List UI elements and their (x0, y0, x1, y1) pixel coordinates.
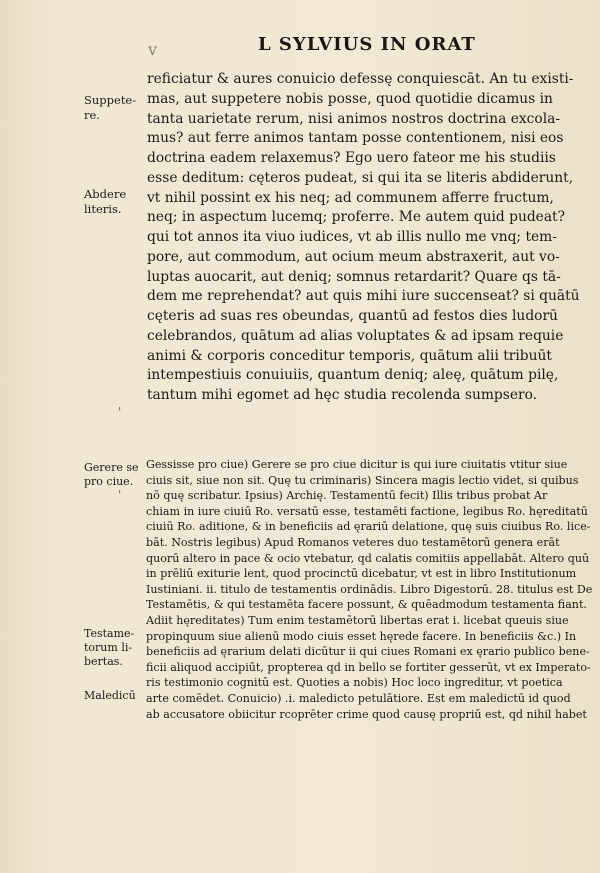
running-head: L SYLVIUS IN ORAT (258, 34, 476, 55)
margin-note-line: Gerere se (84, 461, 139, 474)
commentary-line: Iustiniani. ii. titulo de testamentis ordinādis. Libro Digestorū. 28. titulus est De (146, 582, 593, 596)
main-text-line: intempestiuis conuiuiis, quantum deniq; aleę, quātum pilę, (147, 367, 559, 384)
main-text-line: mas, aut suppetere nobis posse, quod quotidie dicamus in (147, 90, 553, 107)
margin-tick: ' (118, 488, 122, 502)
commentary-line: propinquum siue alienū modo ciuis esset hęrede facere. In beneficiis &c.) In (146, 629, 577, 643)
header-mark: v (148, 40, 158, 59)
margin-tick: ' (118, 405, 122, 419)
main-text-line: celebrandos, quātum ad alias voluptates & ad ipsam requie (147, 327, 564, 344)
commentary-line: in prēliū exiturie lent, quod procinctū dicebatur, vt est in libro Institutionum (146, 567, 577, 581)
commentary-line: ris testimonio cognitū est. Quoties a nobis) Hoc loco ingreditur, vt poetica (146, 676, 563, 690)
main-text-line: qui tot annos ita viuo iudices, vt ab illis nullo me vnq; tem- (147, 229, 557, 245)
margin-note-abdere (84, 187, 126, 217)
commentary-line: nō quę scribatur. Ipsius) Archię. Testamentū fecit) Illis tribus probat Ar (146, 489, 548, 503)
main-text-line: tanta uarietate rerum, nisi animos nostros doctrina excola- (147, 110, 560, 127)
margin-note-maledicum (84, 689, 136, 703)
margin-note-suppetere (84, 93, 136, 123)
commentary-line: ficii aliquod accipiūt, propterea qd in bello se fortiter gesserūt, vt ex Imperato- (146, 660, 591, 674)
main-text-line: dem me reprehendat? aut quis mihi iure succenseat? si quātū (147, 288, 580, 305)
commentary-line: Gessisse pro ciue) Gerere se pro ciue dicitur is qui iure ciuitatis vtitur siue (146, 458, 568, 471)
margin-note-line: bertas. (84, 655, 123, 668)
main-text-block (147, 70, 580, 406)
main-text-line: reficiatur & aures conuicio defessę conquiescāt. An tu existi- (147, 71, 574, 87)
margin-note-line: pro ciue. (84, 475, 134, 488)
margin-note-testamentorum (84, 627, 134, 669)
main-text-line: luptas auocarit, aut deniq; somnus retardarit? Quare qs tā- (147, 268, 561, 285)
main-text-line: esse deditum: cęteros pudeat, si qui ita se literis abdiderunt, (147, 169, 574, 186)
commentary-line: quorū altero in pace & ocio vtebatur, qd calatis comitiis appellabāt. Altero quū (146, 551, 590, 565)
margin-note-line: Maledicū (84, 689, 136, 702)
margin-note-gerere (84, 461, 138, 489)
commentary-line: beneficiis ad ęrarium delati dicūtur ii qui ciues Romani ex ęrario publico bene- (146, 645, 590, 659)
main-text-line: mus? aut ferre animos tantam posse contentionem, nisi eos (147, 130, 564, 147)
commentary-line: arte comēdet. Conuicio) .i. maledicto petulātiore. Est em maledictū id quod (146, 691, 571, 705)
main-text-line: vt nihil possint ex his neq; ad communem afferre fructum, (147, 189, 554, 206)
commentary-block (146, 457, 593, 722)
commentary-line: bāt. Nostris legibus) Apud Romanos veteres duo testamētorū genera erāt (146, 535, 560, 549)
commentary-line: Testamētis, & qui testamēta facere possunt, & quēadmodum testamenta fiant. (146, 598, 587, 612)
commentary-line: ab accusatore obiicitur rcoprēter crime quod causę propriū est, qd nihil habet (146, 707, 587, 721)
main-text-line: tantum mihi egomet ad hęc studia recolenda sumpsero. (147, 387, 538, 403)
main-text-line: cęteris ad suas res obeundas, quantū ad festos dies ludorū (147, 308, 558, 324)
commentary-line: Adiit hęreditates) Tum enim testamētorū libertas erat i. licebat queuis siue (146, 613, 569, 627)
margin-note-line: Testame- (84, 627, 135, 640)
commentary-line: ciuis sit, siue non sit. Quę tu criminaris) Sincera magis lectio videt, si quibus (146, 473, 579, 487)
main-text-line: doctrina eadem relaxemus? Ego uero fateor me his studiis (147, 150, 556, 166)
main-text-line: pore, aut commodum, aut ocium meum abstraxerit, aut vo- (147, 248, 560, 265)
margin-note-line: re. (84, 108, 100, 122)
margin-note-line: literis. (84, 202, 122, 216)
margin-note-line: torum li- (84, 641, 133, 654)
main-text-line: neq; in aspectum lucemq; proferre. Me autem quid pudeat? (147, 209, 565, 226)
main-text-line: animi & corporis conceditur temporis, quātum alii tribuūt (147, 347, 552, 364)
margin-note-line: Suppete- (84, 93, 137, 107)
commentary-line: chiam in iure ciuiū Ro. versatū esse, testamēti factione, legibus Ro. hęreditatū (146, 504, 588, 518)
commentary-line: ciuiū Ro. aditione, & in beneficiis ad ęrariū delatione, quę suis ciuibus Ro. lice- (146, 520, 591, 534)
margin-note-line: Abdere (84, 187, 127, 201)
